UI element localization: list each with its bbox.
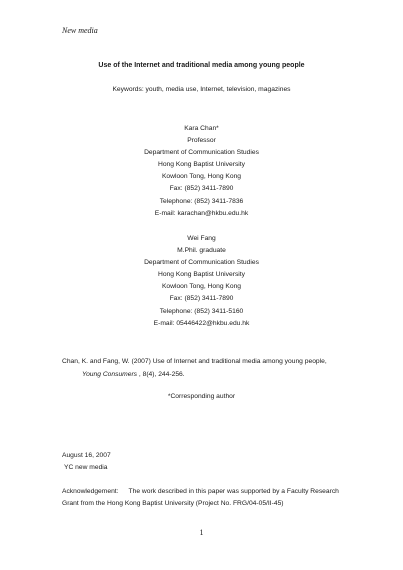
author-email: E-mail: 05446422@hkbu.edu.hk bbox=[153, 319, 250, 327]
author-position: M.Phil. graduate bbox=[177, 247, 226, 255]
author-university: Hong Kong Baptist University bbox=[158, 161, 245, 169]
author-address: Kowloon Tong, Hong Kong bbox=[161, 283, 242, 291]
author-telephone: Telephone: (852) 3411-5160 bbox=[159, 307, 244, 315]
date-block bbox=[62, 450, 111, 474]
author-department: Department of Communication Studies bbox=[144, 259, 259, 267]
author-address: Kowloon Tong, Hong Kong bbox=[161, 173, 242, 181]
page-number: 1 bbox=[199, 528, 204, 537]
document-label: YC new media bbox=[64, 464, 108, 471]
citation-journal: Young Consumers bbox=[82, 371, 138, 378]
author-email: E-mail: karachan@hkbu.edu.hk bbox=[154, 209, 249, 217]
keywords: Keywords: youth, media use, Internet, television, magazines bbox=[112, 86, 291, 93]
author-block-1 bbox=[0, 123, 403, 220]
author-telephone: Telephone: (852) 3411-7836 bbox=[159, 197, 244, 205]
author-department: Department of Communication Studies bbox=[144, 149, 259, 157]
citation bbox=[62, 355, 362, 381]
acknowledgement-label: Acknowledgement: bbox=[62, 488, 119, 495]
citation-details: , 8(4), 244-256. bbox=[137, 371, 185, 378]
acknowledgement-line-1: The work described in this paper was supported by a Faculty Research bbox=[128, 488, 339, 495]
author-university: Hong Kong Baptist University bbox=[158, 271, 245, 279]
author-block-2 bbox=[0, 233, 403, 330]
paper-title: Use of the Internet and traditional media among young people bbox=[98, 62, 305, 69]
corresponding-author-note: *Corresponding author bbox=[167, 393, 236, 400]
author-name: Kara Chan* bbox=[184, 125, 219, 132]
running-header: New media bbox=[62, 26, 98, 35]
author-name: Wei Fang bbox=[187, 235, 216, 242]
acknowledgement bbox=[62, 486, 362, 510]
author-fax: Fax: (852) 3411-7890 bbox=[169, 185, 234, 193]
author-fax: Fax: (852) 3411-7890 bbox=[169, 295, 234, 303]
acknowledgement-line-2: Grant from the Hong Kong Baptist University (Project No. FRG/04-05/II-45) bbox=[62, 500, 284, 508]
document-date: August 16, 2007 bbox=[62, 452, 111, 459]
citation-line-2 bbox=[62, 368, 362, 381]
citation-line-1: Chan, K. and Fang, W. (2007) Use of Internet and traditional media among young people, bbox=[62, 358, 327, 365]
author-position: Professor bbox=[187, 137, 216, 145]
